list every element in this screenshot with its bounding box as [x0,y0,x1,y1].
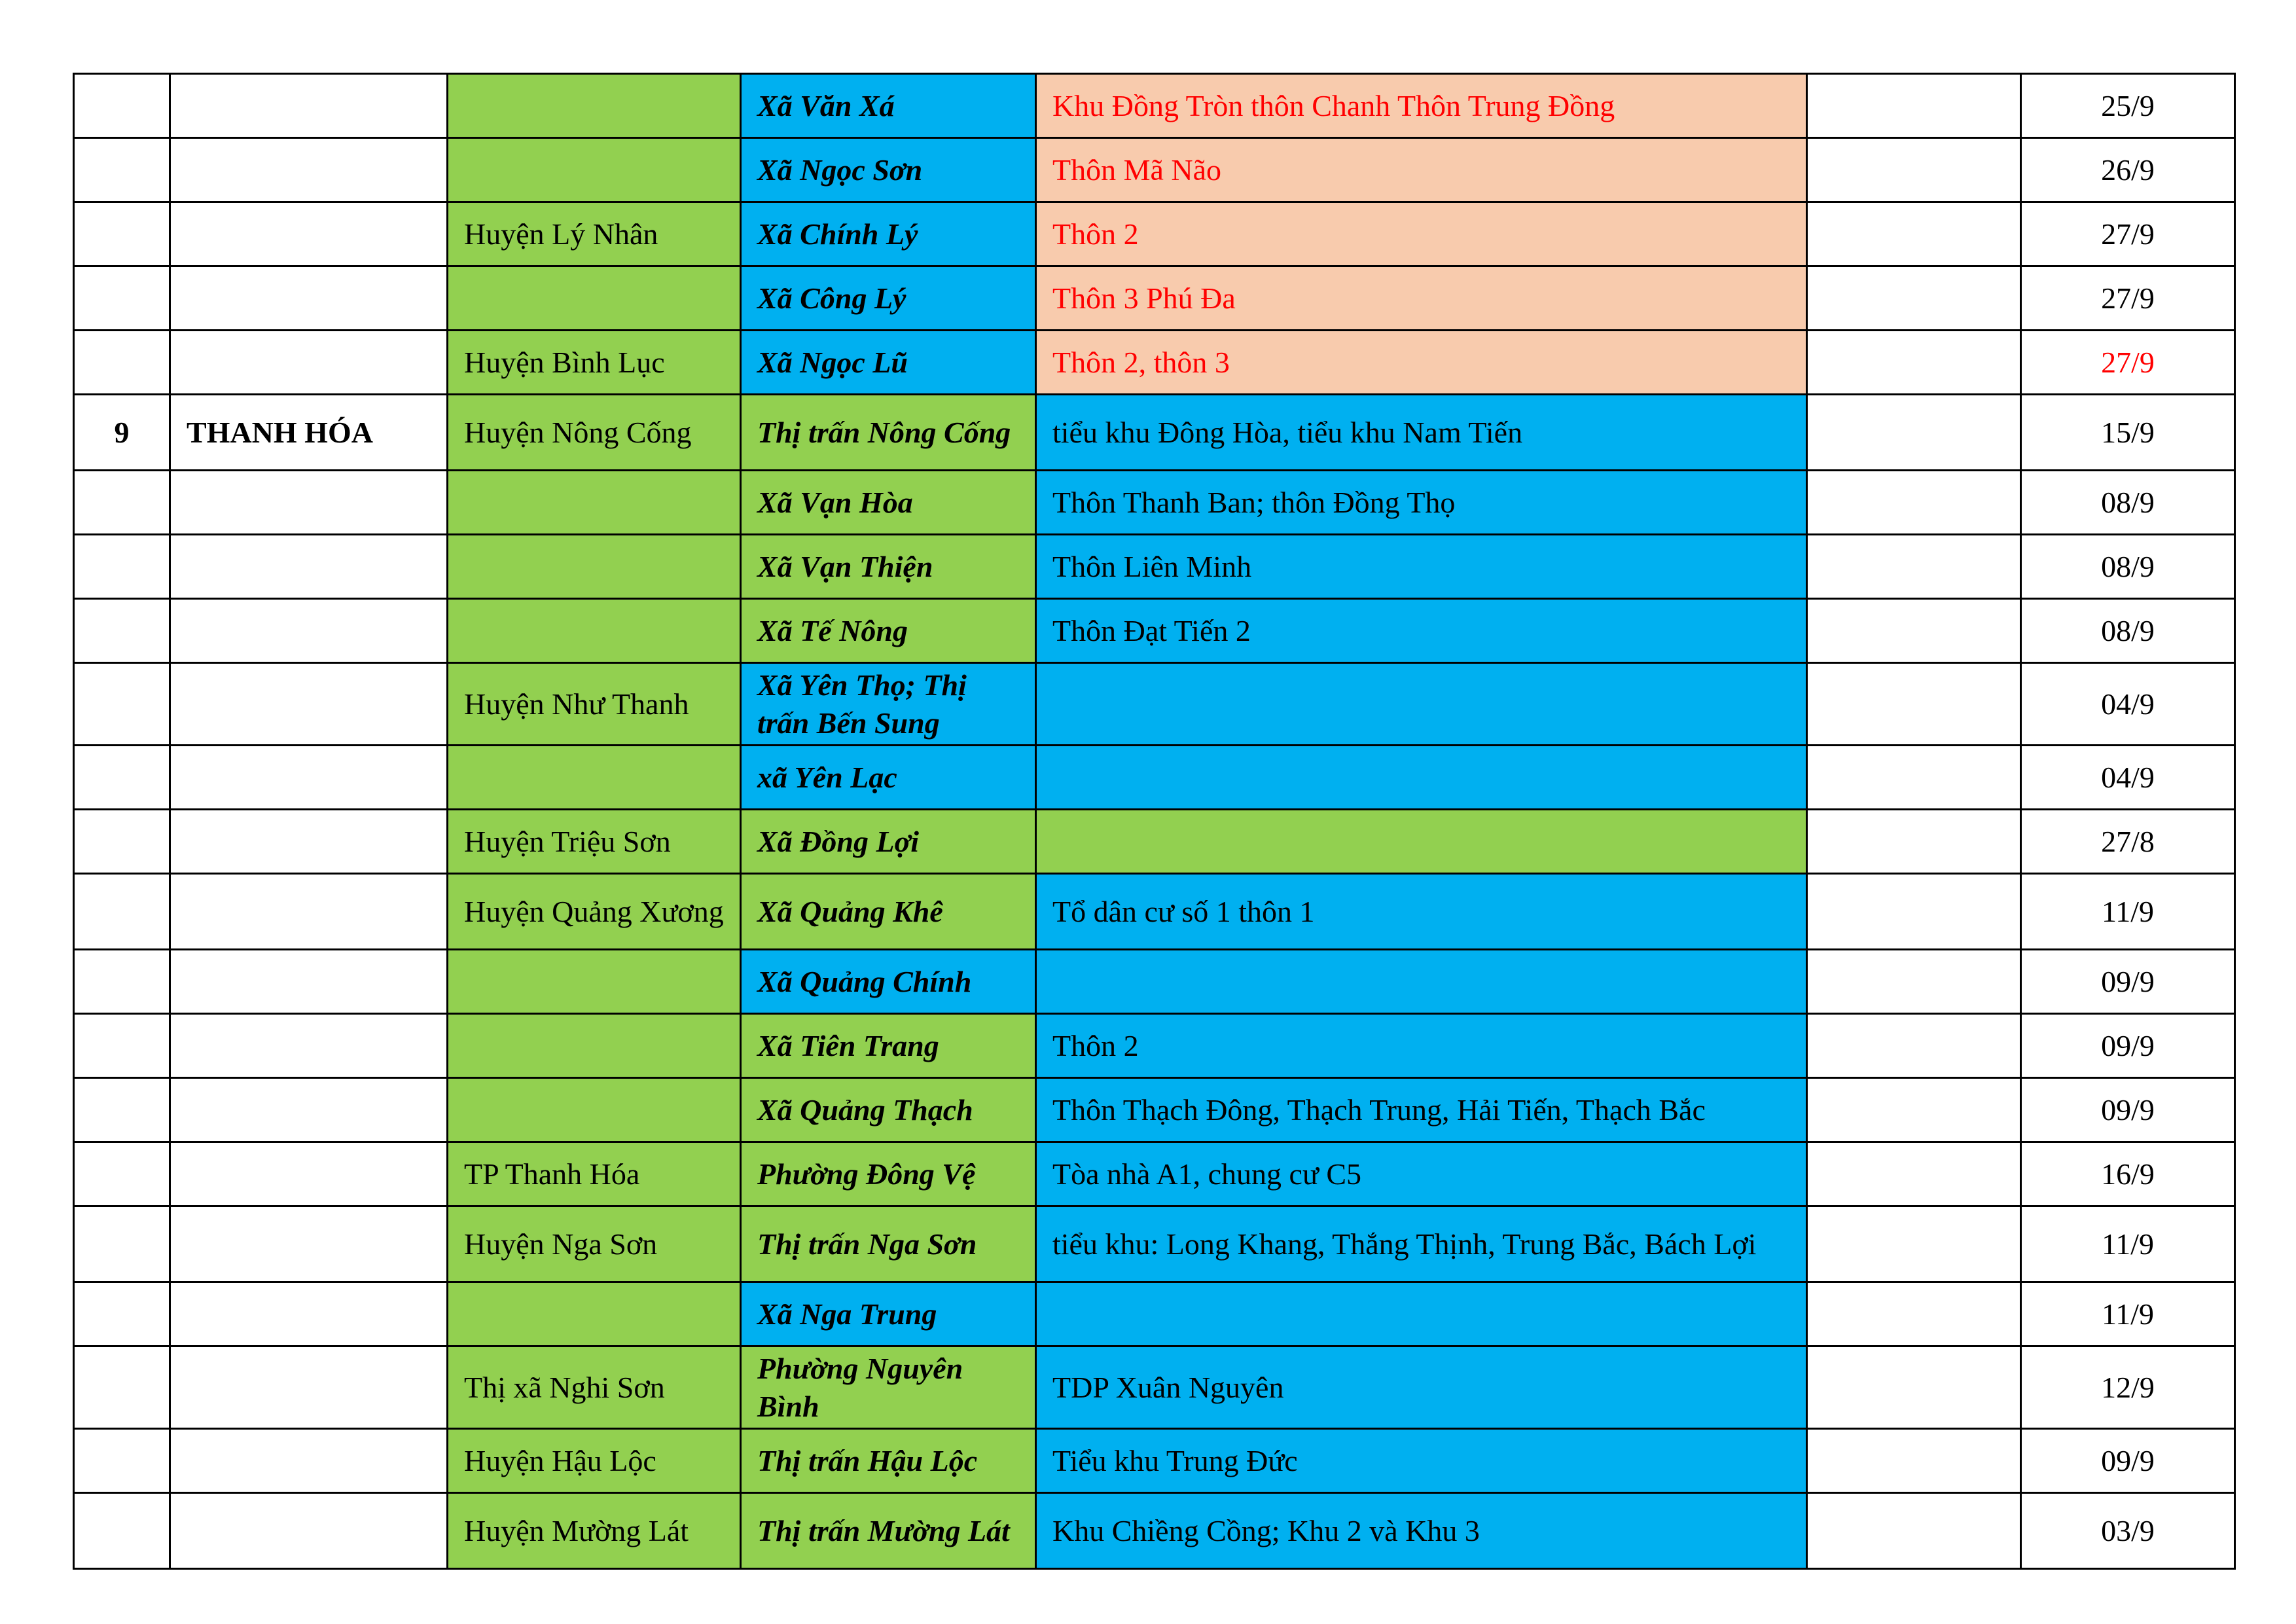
stt-cell [74,266,170,331]
area-cell: Tổ dân cư số 1 thôn 1 [1036,874,1807,950]
area-cell [1036,950,1807,1014]
date-cell: 09/9 [2021,950,2235,1014]
area-cell [1036,663,1807,746]
district-cell [448,535,741,599]
district-cell [448,138,741,202]
province-cell [170,138,448,202]
district-cell [448,1282,741,1346]
district-cell: Huyện Hậu Lộc [448,1429,741,1493]
stt-cell [74,471,170,535]
area-cell: Tiểu khu Trung Đức [1036,1429,1807,1493]
stt-cell [74,1282,170,1346]
stt-cell [74,810,170,874]
date-cell: 03/9 [2021,1493,2235,1569]
table-row [74,810,2235,874]
table-row [74,599,2235,663]
table-row [74,202,2235,266]
province-cell [170,599,448,663]
stt-cell [74,599,170,663]
commune-cell: Phường Đông Vệ [741,1142,1036,1206]
stt-cell [74,1014,170,1078]
district-cell: Huyện Mường Lát [448,1493,741,1569]
date-cell: 11/9 [2021,1282,2235,1346]
stt-cell [74,1429,170,1493]
table-row [74,1014,2235,1078]
commune-cell: Xã Tế Nông [741,599,1036,663]
stt-cell [74,663,170,746]
district-cell: Thị xã Nghi Sơn [448,1346,741,1429]
extra-cell [1807,331,2021,395]
date-cell: 27/9 [2021,331,2235,395]
commune-cell: xã Yên Lạc [741,746,1036,810]
date-cell: 09/9 [2021,1014,2235,1078]
extra-cell [1807,1429,2021,1493]
area-cell: Thôn Liên Minh [1036,535,1807,599]
commune-cell: Thị trấn Nông Cống [741,395,1036,471]
province-cell [170,331,448,395]
extra-cell [1807,1142,2021,1206]
stt-cell [74,202,170,266]
commune-cell: Xã Nga Trung [741,1282,1036,1346]
stt-cell [74,1206,170,1282]
province-cell [170,202,448,266]
extra-cell [1807,1282,2021,1346]
area-cell: Thôn Thanh Ban; thôn Đồng Thọ [1036,471,1807,535]
date-cell: 16/9 [2021,1142,2235,1206]
extra-cell [1807,874,2021,950]
commune-cell: Thị trấn Mường Lát [741,1493,1036,1569]
date-cell: 08/9 [2021,599,2235,663]
area-cell: Thôn Đạt Tiến 2 [1036,599,1807,663]
district-cell: Huyện Quảng Xương [448,874,741,950]
date-cell: 08/9 [2021,535,2235,599]
stt-cell [74,1493,170,1569]
province-cell [170,810,448,874]
district-cell [448,471,741,535]
province-cell [170,1282,448,1346]
province-cell [170,663,448,746]
stt-cell [74,1142,170,1206]
date-cell: 04/9 [2021,663,2235,746]
date-cell: 11/9 [2021,874,2235,950]
extra-cell [1807,202,2021,266]
date-cell: 12/9 [2021,1346,2235,1429]
date-cell: 27/9 [2021,202,2235,266]
area-cell: Thôn 2 [1036,1014,1807,1078]
extra-cell [1807,1206,2021,1282]
stt-cell [74,950,170,1014]
extra-cell [1807,266,2021,331]
extra-cell [1807,599,2021,663]
commune-cell: Xã Yên Thọ; Thị trấn Bến Sung [741,663,1036,746]
table-row [74,1206,2235,1282]
date-cell: 27/8 [2021,810,2235,874]
district-cell: Huyện Nga Sơn [448,1206,741,1282]
date-cell: 26/9 [2021,138,2235,202]
locations-table [73,73,2236,1570]
province-cell [170,1142,448,1206]
extra-cell [1807,1493,2021,1569]
area-cell: Thôn Thạch Đông, Thạch Trung, Hải Tiến, Thạch Bắc [1036,1078,1807,1142]
stt-cell [74,138,170,202]
area-cell: Thôn 3 Phú Đa [1036,266,1807,331]
stt-cell [74,1346,170,1429]
area-cell [1036,810,1807,874]
table-row [74,1078,2235,1142]
commune-cell: Xã Ngọc Sơn [741,138,1036,202]
table-row [74,1493,2235,1569]
extra-cell [1807,1346,2021,1429]
province-cell [170,1206,448,1282]
district-cell: Huyện Như Thanh [448,663,741,746]
province-cell [170,746,448,810]
date-cell: 04/9 [2021,746,2235,810]
area-cell: tiểu khu: Long Khang, Thắng Thịnh, Trung Bắc, Bách Lợi [1036,1206,1807,1282]
commune-cell: Xã Chính Lý [741,202,1036,266]
table-row [74,1282,2235,1346]
area-cell: tiểu khu Đông Hòa, tiểu khu Nam Tiến [1036,395,1807,471]
commune-cell: Xã Quảng Chính [741,950,1036,1014]
extra-cell [1807,395,2021,471]
extra-cell [1807,1078,2021,1142]
extra-cell [1807,950,2021,1014]
district-cell [448,746,741,810]
date-cell: 09/9 [2021,1078,2235,1142]
district-cell: Huyện Bình Lục [448,331,741,395]
table-row [74,950,2235,1014]
table-body [74,74,2235,1569]
extra-cell [1807,810,2021,874]
province-cell [170,874,448,950]
area-cell: Khu Đồng Tròn thôn Chanh Thôn Trung Đồng [1036,74,1807,138]
table-row [74,663,2235,746]
commune-cell: Xã Vạn Thiện [741,535,1036,599]
province-cell [170,1493,448,1569]
table-row [74,874,2235,950]
commune-cell: Xã Quảng Thạch [741,1078,1036,1142]
extra-cell [1807,138,2021,202]
district-cell [448,1014,741,1078]
province-cell [170,1078,448,1142]
province-cell: THANH HÓA [170,395,448,471]
date-cell: 25/9 [2021,74,2235,138]
district-cell [448,1078,741,1142]
stt-cell [74,874,170,950]
area-cell: Khu Chiềng Cồng; Khu 2 và Khu 3 [1036,1493,1807,1569]
district-cell: Huyện Nông Cống [448,395,741,471]
date-cell: 11/9 [2021,1206,2235,1282]
table-row [74,1346,2235,1429]
commune-cell: Xã Công Lý [741,266,1036,331]
extra-cell [1807,74,2021,138]
commune-cell: Thị trấn Hậu Lộc [741,1429,1036,1493]
stt-cell [74,535,170,599]
stt-cell: 9 [74,395,170,471]
table-row [74,1142,2235,1206]
date-cell: 27/9 [2021,266,2235,331]
commune-cell: Xã Vạn Hòa [741,471,1036,535]
commune-cell: Phường Nguyên Bình [741,1346,1036,1429]
province-cell [170,74,448,138]
province-cell [170,1346,448,1429]
table-row [74,395,2235,471]
stt-cell [74,74,170,138]
province-cell [170,1014,448,1078]
district-cell: TP Thanh Hóa [448,1142,741,1206]
commune-cell: Xã Đồng Lợi [741,810,1036,874]
area-cell: Thôn Mã Não [1036,138,1807,202]
district-cell [448,950,741,1014]
stt-cell [74,1078,170,1142]
stt-cell [74,746,170,810]
area-cell [1036,1282,1807,1346]
province-cell [170,950,448,1014]
date-cell: 09/9 [2021,1429,2235,1493]
extra-cell [1807,471,2021,535]
date-cell: 15/9 [2021,395,2235,471]
area-cell: Tòa nhà A1, chung cư C5 [1036,1142,1807,1206]
extra-cell [1807,663,2021,746]
area-cell [1036,746,1807,810]
area-cell: Thôn 2, thôn 3 [1036,331,1807,395]
extra-cell [1807,746,2021,810]
table-row [74,746,2235,810]
commune-cell: Xã Tiên Trang [741,1014,1036,1078]
date-cell: 08/9 [2021,471,2235,535]
commune-cell: Xã Ngọc Lũ [741,331,1036,395]
district-cell [448,74,741,138]
province-cell [170,471,448,535]
table-row [74,266,2235,331]
extra-cell [1807,1014,2021,1078]
district-cell: Huyện Lý Nhân [448,202,741,266]
table-row [74,74,2235,138]
district-cell [448,266,741,331]
area-cell: Thôn 2 [1036,202,1807,266]
table-row [74,471,2235,535]
commune-cell: Xã Quảng Khê [741,874,1036,950]
commune-cell: Xã Văn Xá [741,74,1036,138]
commune-cell: Thị trấn Nga Sơn [741,1206,1036,1282]
district-cell: Huyện Triệu Sơn [448,810,741,874]
province-cell [170,266,448,331]
province-cell [170,535,448,599]
area-cell: TDP Xuân Nguyên [1036,1346,1807,1429]
table-row [74,535,2235,599]
table-row [74,331,2235,395]
table-row [74,1429,2235,1493]
table-row [74,138,2235,202]
extra-cell [1807,535,2021,599]
district-cell [448,599,741,663]
province-cell [170,1429,448,1493]
stt-cell [74,331,170,395]
